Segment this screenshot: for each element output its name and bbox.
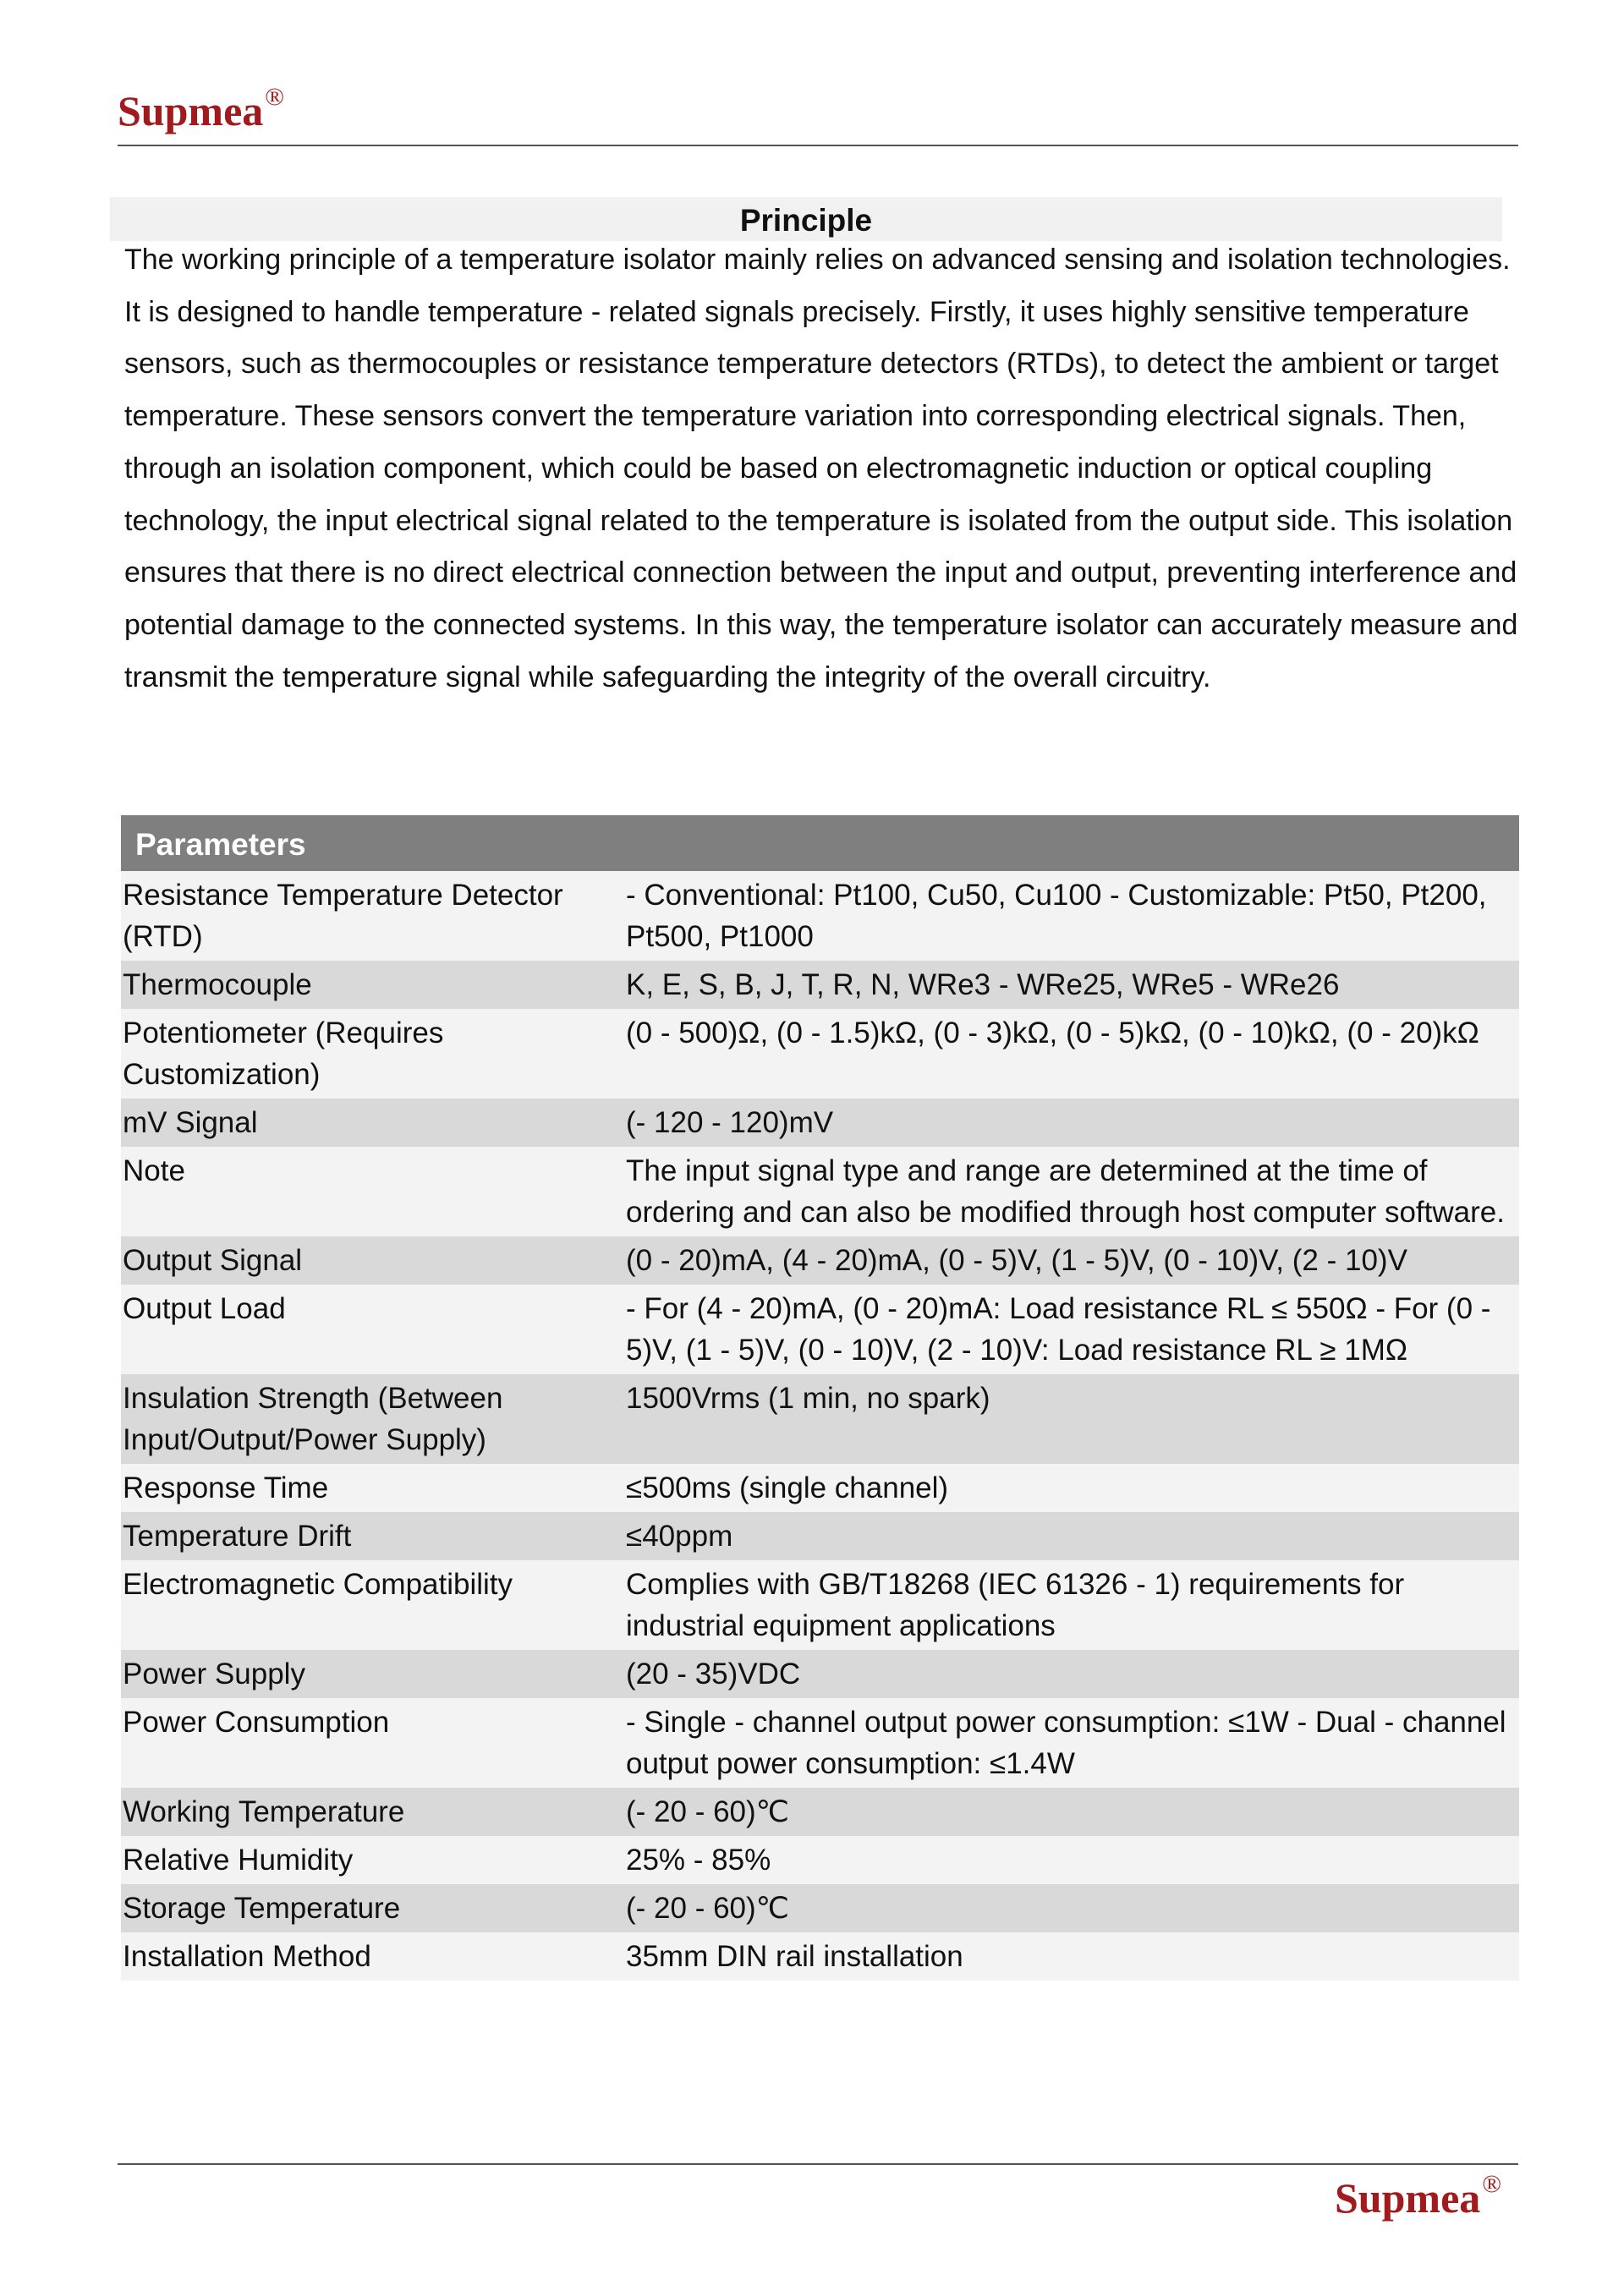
param-name: Relative Humidity [123,1844,354,1877]
param-name: Electromagnetic Compatibility [123,1568,513,1601]
param-value: - Conventional: Pt100, Cu50, Cu100 - Customizable: Pt50, Pt200, Pt500, Pt1000 [626,879,1487,953]
param-name: Working Temperature [123,1795,405,1828]
registered-mark: ® [1482,2170,1502,2198]
param-value: 25% - 85% [626,1844,771,1877]
param-name: Power Supply [123,1658,305,1690]
param-value: (- 20 - 60)℃ [626,1892,789,1925]
param-value: (0 - 500)Ω, (0 - 1.5)kΩ, (0 - 3)kΩ, (0 - 5)kΩ, (0 - 10)kΩ, (0 - 20)kΩ [626,1016,1479,1049]
parameters-heading: Parameters [121,815,1519,871]
param-value: 1500Vrms (1 min, no spark) [626,1382,990,1415]
param-name: Insulation Strength (Between Input/Output/Power Supply) [123,1382,503,1456]
table-row [121,1285,1519,1374]
table-row [121,961,1519,1009]
param-value: (- 20 - 60)℃ [626,1795,789,1828]
parameters-table [121,815,1519,1981]
brand-name: Supmea [118,87,264,134]
brand-logo-footer [1335,2170,1502,2222]
registered-mark: ® [265,83,285,111]
param-value: 35mm DIN rail installation [626,1940,963,1973]
param-value: ≤40ppm [626,1520,733,1553]
table-row [121,1236,1519,1285]
table-row [121,1147,1519,1236]
param-name: Power Consumption [123,1706,390,1739]
param-name: Installation Method [123,1940,371,1973]
table-row [121,1650,1519,1698]
table-row [121,1374,1519,1464]
table-row [121,1464,1519,1512]
table-row [121,1560,1519,1650]
param-name: mV Signal [123,1106,258,1139]
param-name: Temperature Drift [123,1520,352,1553]
param-value: ≤500ms (single channel) [626,1471,949,1504]
parameters-rows [121,871,1519,1981]
param-value: The input signal type and range are determined at the time of ordering and can also be modified through host computer software. [626,1154,1505,1229]
table-row [121,1932,1519,1981]
footer-divider [118,2163,1518,2165]
param-value: - For (4 - 20)mA, (0 - 20)mA: Load resistance RL ≤ 550Ω - For (0 - 5)V, (1 - 5)V, (0 - 10)V, (2 - 10)V: Load resistance RL ≥ 1MΩ [626,1292,1491,1367]
param-value: K, E, S, B, J, T, R, N, WRe3 - WRe25, WRe5 - WRe26 [626,968,1340,1001]
principle-heading: Principle [110,197,1502,241]
table-row [121,1099,1519,1147]
param-name: Output Load [123,1292,286,1325]
table-row [121,1788,1519,1836]
table-row [121,1698,1519,1788]
param-name: Resistance Temperature Detector (RTD) [123,879,563,953]
table-row [121,1009,1519,1099]
table-row [121,1884,1519,1932]
param-value: - Single - channel output power consumption: ≤1W - Dual - channel output power consumption: ≤1.4W [626,1706,1506,1780]
brand-name: Supmea [1335,2174,1481,2222]
param-value: (- 120 - 120)mV [626,1106,834,1139]
brand-logo-header [118,83,285,134]
param-name: Potentiometer (Requires Customization) [123,1016,444,1091]
param-value: (20 - 35)VDC [626,1658,801,1690]
param-value: (0 - 20)mA, (4 - 20)mA, (0 - 5)V, (1 - 5)V, (0 - 10)V, (2 - 10)V [626,1244,1407,1277]
param-name: Storage Temperature [123,1892,401,1925]
table-row [121,871,1519,961]
param-name: Thermocouple [123,968,312,1001]
table-row [121,1836,1519,1884]
table-row [121,1512,1519,1560]
param-name: Response Time [123,1471,329,1504]
param-name: Output Signal [123,1244,303,1277]
param-name: Note [123,1154,185,1187]
param-value: Complies with GB/T18268 (IEC 61326 - 1) requirements for industrial equipment applications [626,1568,1405,1642]
header-divider [118,145,1518,146]
principle-body-text: The working principle of a temperature isolator mainly relies on advanced sensing and isolation technologies. It is designed to handle temperature - related signals precisely. Firstly, it uses highly sensitive temperature sensors, such as thermocouples or resistance temperature detectors (RTDs), to detect the ambient or target temperature. These sensors convert the temperature variation into corresponding electrical signals. Then, through an isolation component, which could be based on electromagnetic induction or optical coupling technology, the input electrical signal related to the temperature is isolated from the output side. This isolation ensures that there is no direct electrical connection between the input and output, preventing interference and potential damage to the connected systems. In this way, the temperature isolator can accurately measure and transmit the temperature signal while safeguarding the integrity of the overall circuitry. [124,244,1518,693]
